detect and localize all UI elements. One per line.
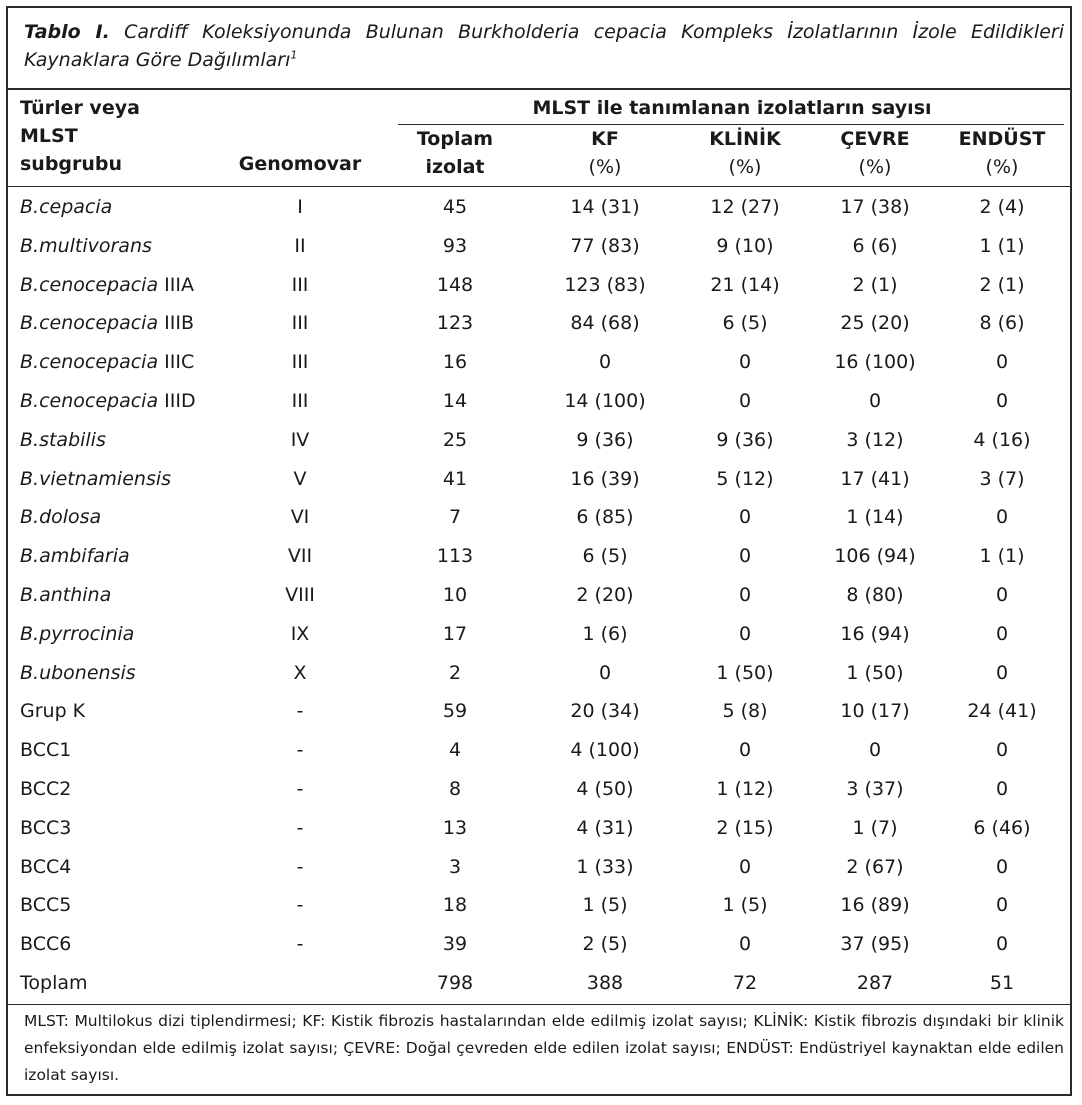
cell-kf: 77 (83) [570, 234, 640, 257]
cell-species [20, 227, 220, 266]
cell-kf: 6 (5) [582, 545, 628, 568]
cell-endust: 2 (4) [979, 196, 1025, 218]
cell-species [20, 731, 220, 770]
cell-genomovar: - [296, 816, 304, 839]
species-name: B.cenocepacia [20, 390, 159, 412]
species-name: B.cenocepacia [20, 312, 159, 335]
cell-total: 2 [448, 661, 462, 684]
cell-species [20, 266, 220, 305]
cell-cevre: 0 [868, 739, 882, 762]
cell-genomovar [235, 964, 365, 1003]
header-rule [8, 186, 1070, 187]
cell-genomovar: - [296, 778, 304, 800]
header-cevre-line1: ÇEVRE [840, 128, 910, 150]
species-name: B.ubonensis [20, 661, 136, 684]
table-row [20, 925, 1064, 964]
cell-cevre: 2 (67) [846, 855, 904, 878]
cell-species [20, 925, 220, 964]
table-row [20, 848, 1064, 887]
cell-endust: 0 [995, 584, 1009, 606]
cell-endust: 4 (16) [973, 428, 1031, 451]
table-row [20, 266, 1064, 305]
species-suffix: BCC6 [20, 933, 72, 956]
cell-klinik: 0 [738, 545, 752, 568]
cell-cevre: 17 (41) [840, 467, 910, 490]
table-row [20, 537, 1064, 576]
table-row [20, 460, 1064, 499]
cell-genomovar: III [291, 312, 309, 335]
table-row [20, 770, 1064, 809]
cell-cevre: 1 (14) [846, 506, 904, 529]
table-footnote: MLST: Multilokus dizi tiplendirmesi; KF: Kistik fibrozis hastalarından elde edilmiş izolat sayısı; KLİNİK: Kistik fibrozis dışındaki bir klinik enfeksiyondan elde edilmiş izolat sayısı; ÇEVRE: Doğal çevreden elde edilen izolat sayısı; ENDÜST: Endüstriyel kaynaktan elde edilen izolat sayısı. [24, 1012, 1064, 1084]
cell-klinik: 0 [738, 933, 752, 956]
cell-species [20, 692, 220, 731]
cell-total: 41 [442, 467, 468, 490]
header-genomovar: Genomovar [238, 153, 362, 175]
cell-kf: 1 (33) [576, 855, 634, 878]
cell-species [20, 770, 220, 809]
cell-total: 18 [442, 894, 468, 917]
cell-cevre: 10 (17) [840, 700, 910, 723]
cell-endust: 6 (46) [973, 816, 1031, 839]
header-kf-line2: (%) [588, 156, 622, 178]
table-row [20, 188, 1064, 227]
cell-endust: 2 (1) [979, 273, 1025, 296]
cell-endust: 24 (41) [967, 700, 1037, 723]
species-suffix: IIIA [158, 273, 194, 296]
cell-total: 17 [442, 622, 468, 645]
cell-endust: 0 [995, 894, 1009, 917]
cell-species [20, 498, 220, 537]
table-row [20, 498, 1064, 537]
caption-footnote-ref: 1 [290, 48, 298, 62]
cell-genomovar: - [296, 855, 304, 878]
species-name: B.cenocepacia [20, 351, 159, 374]
cell-klinik: 1 (12) [716, 778, 774, 800]
header-group: MLST ile tanımlanan izolatların sayısı [532, 97, 932, 119]
header-endust-line2: (%) [985, 156, 1019, 178]
cell-kf: 20 (34) [570, 700, 640, 723]
header-klinik-line2: (%) [728, 156, 762, 178]
cell-total: 16 [442, 351, 468, 374]
cell-cevre: 0 [868, 390, 882, 412]
cell-klinik: 21 (14) [710, 273, 780, 296]
header-klinik-line1: KLİNİK [709, 128, 781, 150]
cell-total: 4 [448, 739, 462, 762]
cell-cevre: 3 (37) [846, 778, 904, 800]
table-row [20, 421, 1064, 460]
cell-cevre: 106 (94) [834, 545, 916, 568]
header-kf [540, 125, 670, 181]
cell-species [20, 421, 220, 460]
cell-klinik: 9 (36) [716, 428, 774, 451]
table-row [20, 886, 1064, 925]
header-klinik [680, 125, 810, 181]
species-name: B.vietnamiensis [20, 467, 172, 490]
cell-genomovar: III [291, 351, 309, 374]
cell-species [20, 343, 220, 382]
cell-endust: 0 [995, 661, 1009, 684]
cell-species [20, 537, 220, 576]
table-row [20, 576, 1064, 615]
cell-genomovar: X [293, 661, 307, 684]
cell-endust: 0 [995, 390, 1009, 412]
cell-genomovar: - [296, 700, 304, 723]
cell-genomovar: I [297, 196, 303, 218]
cell-genomovar: V [293, 467, 307, 490]
cell-genomovar: VII [287, 545, 313, 568]
cell-total: 13 [442, 816, 468, 839]
cell-kf: 16 (39) [570, 467, 640, 490]
cell-endust: 1 (1) [979, 545, 1025, 568]
cell-total: 45 [442, 196, 468, 218]
cell-endust: 0 [995, 351, 1009, 374]
cell-species [20, 809, 220, 848]
cell-kf: 4 (100) [570, 739, 640, 762]
table-caption [24, 18, 1064, 74]
species-name: B.pyrrocinia [20, 622, 135, 645]
species-name: B.multivorans [20, 234, 152, 257]
species-name: B.ambifaria [20, 545, 130, 568]
species-suffix: BCC3 [20, 816, 72, 839]
header-species-line3: subgrubu [20, 153, 123, 175]
header-species-line2: MLST [20, 125, 78, 147]
species-suffix: IIID [158, 390, 196, 412]
header-endust-line1: ENDÜST [958, 128, 1046, 150]
species-suffix: IIIB [158, 312, 194, 335]
cell-cevre: 17 (38) [840, 196, 910, 218]
cell-klinik: 0 [738, 506, 752, 529]
cell-species [20, 848, 220, 887]
cell-total: 25 [442, 428, 468, 451]
cell-kf: 14 (31) [570, 196, 640, 218]
table-frame [6, 6, 1072, 1096]
cell-endust: 0 [995, 855, 1009, 878]
cell-genomovar: VI [290, 506, 310, 529]
cell-kf: 1 (6) [582, 622, 628, 645]
cell-endust: 0 [995, 933, 1009, 956]
bottom-rule [8, 1004, 1070, 1005]
header-cevre [810, 125, 940, 181]
cell-klinik: 0 [738, 622, 752, 645]
table-row [20, 654, 1064, 693]
species-suffix: BCC4 [20, 855, 72, 878]
cell-endust: 0 [995, 739, 1009, 762]
cell-cevre: 8 (80) [846, 584, 904, 606]
table-row [20, 692, 1064, 731]
cell-kf: 4 (50) [576, 778, 634, 800]
table-row [20, 615, 1064, 654]
cell-cevre: 6 (6) [852, 234, 898, 257]
cell-klinik: 0 [738, 390, 752, 412]
cell-species [20, 886, 220, 925]
cell-cevre: 3 (12) [846, 428, 904, 451]
cell-total: 93 [442, 234, 468, 257]
cell-total: 39 [442, 933, 468, 956]
table-row [20, 227, 1064, 266]
cell-kf: 84 (68) [570, 312, 640, 335]
header-total-line1: Toplam [416, 128, 494, 150]
header-total-line2: izolat [425, 156, 485, 178]
table-row [20, 731, 1064, 770]
cell-endust: 0 [995, 506, 1009, 529]
header-kf-line1: KF [591, 128, 619, 150]
header-total [390, 125, 520, 181]
cell-klinik: 9 (10) [716, 234, 774, 257]
species-suffix: Toplam [20, 972, 88, 994]
cell-kf: 0 [598, 661, 612, 684]
cell-total: 148 [436, 273, 474, 296]
species-name: B.dolosa [20, 506, 102, 529]
cell-species [20, 382, 220, 421]
table-row [20, 343, 1064, 382]
cell-klinik: 6 (5) [722, 312, 768, 335]
cell-cevre: 2 (1) [852, 273, 898, 296]
cell-klinik: 2 (15) [716, 816, 774, 839]
caption-label: Tablo I. [24, 21, 110, 43]
cell-total: 113 [436, 545, 474, 568]
cell-species [20, 188, 220, 227]
cell-species [20, 615, 220, 654]
cell-species [20, 304, 220, 343]
species-name: B.anthina [20, 584, 112, 606]
caption-text: Cardiff Koleksiyonunda Bulunan Burkholderia cepacia Kompleks İzolatlarının İzole Edildikleri Kaynaklara Göre Dağılımları [24, 21, 1064, 71]
cell-total: 59 [442, 700, 468, 723]
table-row [20, 809, 1064, 848]
table-row [20, 964, 1064, 1003]
species-name: B.cenocepacia [20, 273, 159, 296]
cell-cevre: 287 [856, 972, 894, 994]
cell-endust: 0 [995, 778, 1009, 800]
cell-cevre: 25 (20) [840, 312, 910, 335]
cell-endust: 3 (7) [979, 467, 1025, 490]
species-suffix: BCC2 [20, 778, 72, 800]
cell-species [20, 576, 220, 615]
cell-kf: 2 (20) [576, 584, 634, 606]
cell-klinik: 0 [738, 855, 752, 878]
cell-total: 7 [448, 506, 462, 529]
species-suffix: BCC5 [20, 894, 72, 917]
cell-total: 14 [442, 390, 468, 412]
cell-klinik: 1 (5) [722, 894, 768, 917]
cell-species [20, 964, 220, 1003]
cell-kf: 2 (5) [582, 933, 628, 956]
cell-genomovar: IX [290, 622, 310, 645]
cell-total: 3 [448, 855, 462, 878]
cell-kf: 123 (83) [564, 273, 646, 296]
cell-kf: 9 (36) [576, 428, 634, 451]
cell-total: 8 [448, 778, 462, 800]
table-row [20, 304, 1064, 343]
cell-species [20, 460, 220, 499]
species-suffix: BCC1 [20, 739, 72, 762]
cell-kf: 14 (100) [564, 390, 646, 412]
cell-species [20, 654, 220, 693]
cell-total: 798 [436, 972, 474, 994]
cell-genomovar: - [296, 739, 304, 762]
cell-klinik: 0 [738, 584, 752, 606]
cell-kf: 1 (5) [582, 894, 628, 917]
cell-genomovar: VIII [285, 584, 315, 606]
cell-cevre: 37 (95) [840, 933, 910, 956]
table-row [20, 382, 1064, 421]
table-header [20, 88, 1064, 184]
cell-kf: 6 (85) [576, 506, 634, 529]
cell-cevre: 16 (100) [834, 351, 916, 374]
cell-cevre: 16 (89) [840, 894, 910, 917]
cell-total: 123 [436, 312, 474, 335]
cell-endust: 8 (6) [979, 312, 1025, 335]
cell-kf: 4 (31) [576, 816, 634, 839]
species-name: B.cepacia [20, 196, 113, 218]
cell-klinik: 0 [738, 351, 752, 374]
header-species-line1: Türler veya [20, 97, 140, 119]
cell-genomovar: - [296, 894, 304, 917]
cell-klinik: 1 (50) [716, 661, 774, 684]
cell-cevre: 1 (7) [852, 816, 898, 839]
header-endust [940, 125, 1064, 181]
cell-kf: 388 [586, 972, 624, 994]
species-name: B.stabilis [20, 428, 106, 451]
cell-endust: 0 [995, 622, 1009, 645]
header-cevre-line2: (%) [858, 156, 892, 178]
cell-endust: 1 (1) [979, 234, 1025, 257]
cell-klinik: 72 [732, 972, 758, 994]
cell-genomovar: IV [290, 428, 310, 451]
cell-kf: 0 [598, 351, 612, 374]
species-suffix: IIIC [158, 351, 195, 374]
cell-genomovar: III [291, 273, 309, 296]
cell-klinik: 5 (8) [722, 700, 768, 723]
cell-klinik: 0 [738, 739, 752, 762]
cell-klinik: 5 (12) [716, 467, 774, 490]
cell-genomovar: - [296, 933, 304, 956]
cell-endust: 51 [989, 972, 1015, 994]
cell-klinik: 12 (27) [710, 196, 780, 218]
cell-cevre: 1 (50) [846, 661, 904, 684]
header-species [20, 94, 220, 178]
cell-cevre: 16 (94) [840, 622, 910, 645]
cell-genomovar: II [294, 234, 306, 257]
cell-total: 10 [442, 584, 468, 606]
species-suffix: Grup K [20, 700, 86, 723]
cell-genomovar: III [291, 390, 309, 412]
